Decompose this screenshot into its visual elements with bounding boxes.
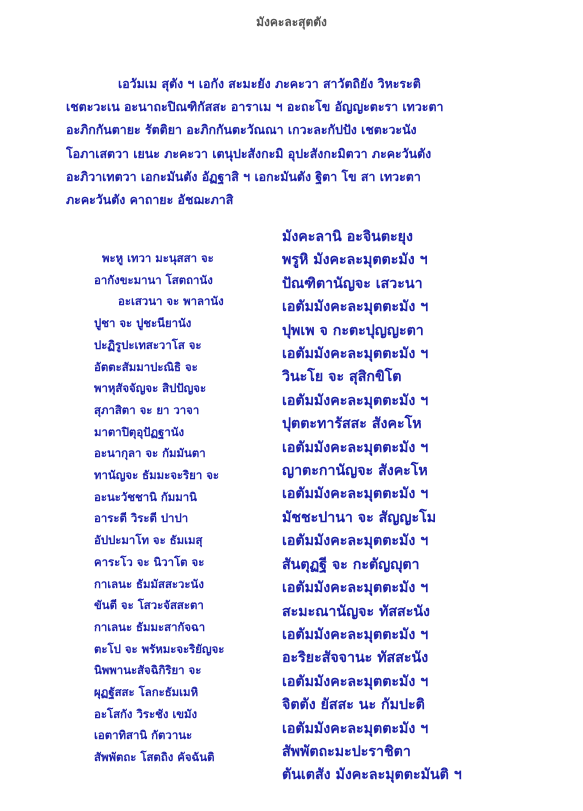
verse-line-left: กาเลนะ ธัมมะสากัจฉา — [94, 619, 206, 634]
intro-line: อะภิวาเทตวา เอกะมันตัง อัฏฐาสิ ฯ เอกะมันตัง ฐิตา โข สา เทวะตา — [66, 168, 421, 184]
verse-line-right: ปุตตะทารัสสะ สังคะโห — [282, 416, 422, 433]
verse-line-right: จิตตัง ยัสสะ นะ กัมปะติ — [282, 697, 425, 714]
verse-line-left: ตะโป จะ พรัหมะจะริยัญจะ — [94, 641, 225, 656]
verse-line-right: พรูหิ มังคะละมุตตะมัง ฯ — [282, 252, 428, 269]
verse-line-right: เอตัมมังคะละมุตตะมัง ฯ — [282, 439, 429, 456]
verse-line-left: อัตตะสัมมาปะณิธิ จะ — [94, 359, 198, 374]
verse-line-left: เอตาทิสานิ กัตวานะ — [94, 728, 193, 743]
verse-line-right: ปัณฑิตานัญจะ เสวะนา — [282, 275, 423, 292]
verse-line-left: สัพพัตถะ โสตถิง คัจฉันติ — [94, 750, 215, 765]
verse-line-left: อะนะวัชชานิ กัมมานิ — [94, 489, 197, 504]
verse-line-right: มังคะลานิ อะจินตะยุง — [282, 229, 413, 245]
intro-line: โอภาเสตวา เยนะ ภะคะวา เตนุปะสังกะมิ อุปะสังกะมิตวา ภะคะวันตัง — [66, 145, 432, 161]
verse-line-left: มาตาปิตุอุปัฏฐานัง — [94, 424, 185, 439]
verse-line-right: เอตัมมังคะละมุตตะมัง ฯ — [282, 673, 429, 690]
verse-line-left: พะหู เทวา มะนุสสา จะ — [102, 251, 214, 265]
verse-line-right: เอตัมมังคะละมุตตะมัง ฯ — [282, 626, 429, 643]
verse-line-right: เอตัมมังคะละมุตตะมัง ฯ — [282, 346, 429, 363]
verse-line-left: ปูชา จะ ปูชะนียานัง — [94, 316, 192, 331]
verse-line-right: สะมะณานัญจะ ทัสสะนัง — [282, 603, 430, 620]
verse-line-right: เอตัมมังคะละมุตตะมัง ฯ — [282, 299, 429, 316]
verse-line-right: เอตัมมังคะละมุตตะมัง ฯ — [282, 580, 429, 597]
verse-line-left: อะนากุลา จะ กัมมันตา — [94, 446, 206, 461]
verse-line-left: คาระโว จะ นิวาโต จะ — [94, 554, 205, 569]
intro-paragraph — [66, 72, 506, 211]
verse-line-right: มัชชะปานา จะ สัญญะโม — [282, 509, 437, 526]
intro-line: อะภิกกันตายะ รัตติยา อะภิกกันตะวัณณา เกวะละกัปปัง เชตะวะนัง — [66, 122, 417, 138]
verse-line-left: ผุฏฐัสสะ โลกะธัมเมหิ — [94, 685, 199, 700]
verse-line-left: นิพพานะสัจฉิกิริยา จะ — [94, 663, 202, 678]
verse-line-left: อากังขะมานา โสตถานัง — [94, 272, 213, 287]
verse-line-left: อาระตี วิระตี ปาปา — [94, 511, 189, 526]
verse-line-right: ปุพเพ จ กะตะปุญญะตา — [282, 322, 424, 339]
verse-line-left: อัปปะมาโท จะ ธัมเมสุ — [94, 533, 203, 548]
verse-line-right: วินะโย จะ สุสิกขิโต — [282, 369, 402, 386]
verse-line-right: ตันเตสัง มังคะละมุตตะมันติ ฯ — [282, 767, 462, 784]
intro-line: เชตะวะเน อะนาถะปิณฑิกัสสะ อาราเม ฯ อะถะโข อัญญะตะรา เทวะตา — [66, 99, 444, 115]
verse-line-left: ทานัญจะ ธัมมะจะริยา จะ — [94, 468, 219, 483]
verse-line-left: สุภาสิตา จะ ยา วาจา — [94, 402, 200, 417]
verse-line-left: อะโสกัง วิระชัง เขมัง — [94, 706, 198, 721]
verse-line-left: อะเสวนา จะ พาลานัง — [118, 294, 224, 309]
verse-line-left: ขันตี จะ โสวะจัสสะตา — [94, 598, 204, 613]
verse-line-right: เอตัมมังคะละมุตตะมัง ฯ — [282, 486, 429, 503]
verse-right-column — [282, 226, 572, 788]
intro-line: ภะคะวันตัง คาถายะ อัชฌะภาสิ — [66, 192, 234, 208]
intro-line: เอวัมเม สุตัง ฯ เอกัง สะมะยัง ภะคะวา สาวัตถิยัง วิหะระติ — [118, 76, 421, 91]
page-title: มังคะละสุตตัง — [256, 15, 327, 29]
verse-left-column — [94, 248, 274, 769]
verse-line-right: ญาตะกานัญจะ สังคะโห — [282, 463, 428, 480]
verse-line-right: เอตัมมังคะละมุตตะมัง ฯ — [282, 392, 429, 409]
verse-line-right: สันตุฏฐี จะ กะตัญญุตา — [282, 556, 420, 573]
verse-line-right: อะริยะสัจจานะ ทัสสะนัง — [282, 650, 429, 667]
verse-line-left: กาเลนะ ธัมมัสสะวะนัง — [94, 576, 204, 591]
verse-line-right: สัพพัตถะมะปะราชิตา — [282, 743, 411, 760]
verse-line-right: เอตัมมังคะละมุตตะมัง ฯ — [282, 720, 429, 737]
verse-line-right: เอตัมมังคะละมุตตะมัง ฯ — [282, 533, 429, 550]
verse-line-left: พาหุสัจจัญจะ สิปปัญจะ — [94, 381, 207, 396]
verse-line-left: ปะฏิรูปะเทสะวาโส จะ — [94, 337, 202, 352]
